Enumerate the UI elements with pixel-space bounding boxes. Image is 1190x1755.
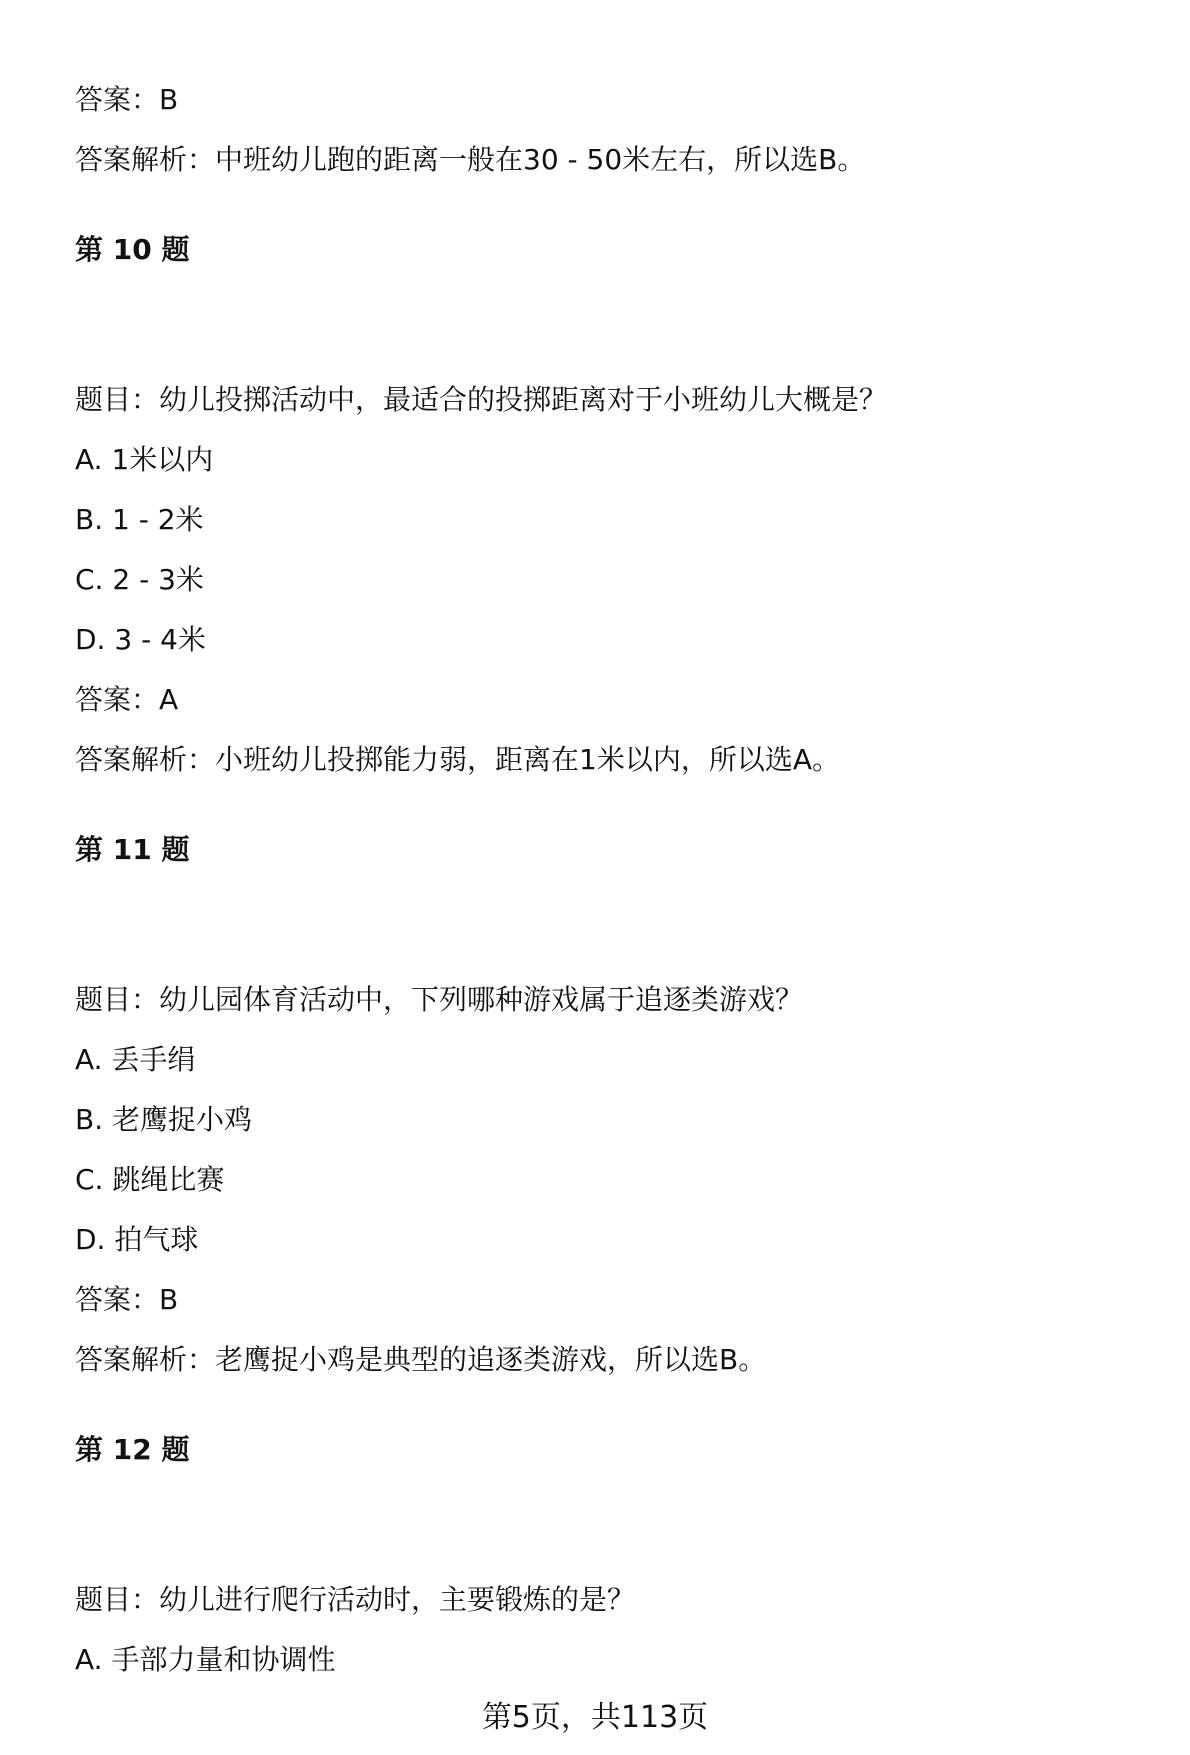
question-11-option-a: A. 丢手绢	[75, 1043, 196, 1076]
prev-answer: 答案：B	[75, 83, 179, 116]
question-11-answer: 答案：B	[75, 1283, 179, 1316]
question-11-option-d: D. 拍气球	[75, 1223, 199, 1256]
question-12-text: 题目：幼儿进行爬行活动时，主要锻炼的是？	[75, 1583, 636, 1616]
question-10-text: 题目：幼儿投掷活动中，最适合的投掷距离对于小班幼儿大概是？	[75, 383, 888, 416]
question-11-option-c: C. 跳绳比赛	[75, 1163, 225, 1196]
question-10-heading: 第 10 题	[75, 233, 190, 266]
question-10-answer: 答案：A	[75, 683, 179, 716]
question-10-option-a: A. 1米以内	[75, 443, 214, 476]
question-10-option-b: B. 1 - 2米	[75, 503, 204, 536]
question-11-option-b: B. 老鹰捉小鸡	[75, 1103, 253, 1136]
prev-analysis: 答案解析：中班幼儿跑的距离一般在30 - 50米左右，所以选B。	[75, 143, 866, 176]
question-10-option-c: C. 2 - 3米	[75, 563, 204, 596]
question-10-option-d: D. 3 - 4米	[75, 623, 206, 656]
question-12-option-a: A. 手部力量和协调性	[75, 1643, 336, 1676]
page-number-footer: 第5页，共113页	[481, 1700, 709, 1735]
question-11-heading: 第 11 题	[75, 833, 190, 866]
question-10-analysis: 答案解析：小班幼儿投掷能力弱，距离在1米以内，所以选A。	[75, 743, 840, 776]
question-12-heading: 第 12 题	[75, 1433, 190, 1466]
question-11-text: 题目：幼儿园体育活动中，下列哪种游戏属于追逐类游戏？	[75, 983, 804, 1016]
question-11-analysis: 答案解析：老鹰捉小鸡是典型的追逐类游戏，所以选B。	[75, 1343, 767, 1376]
